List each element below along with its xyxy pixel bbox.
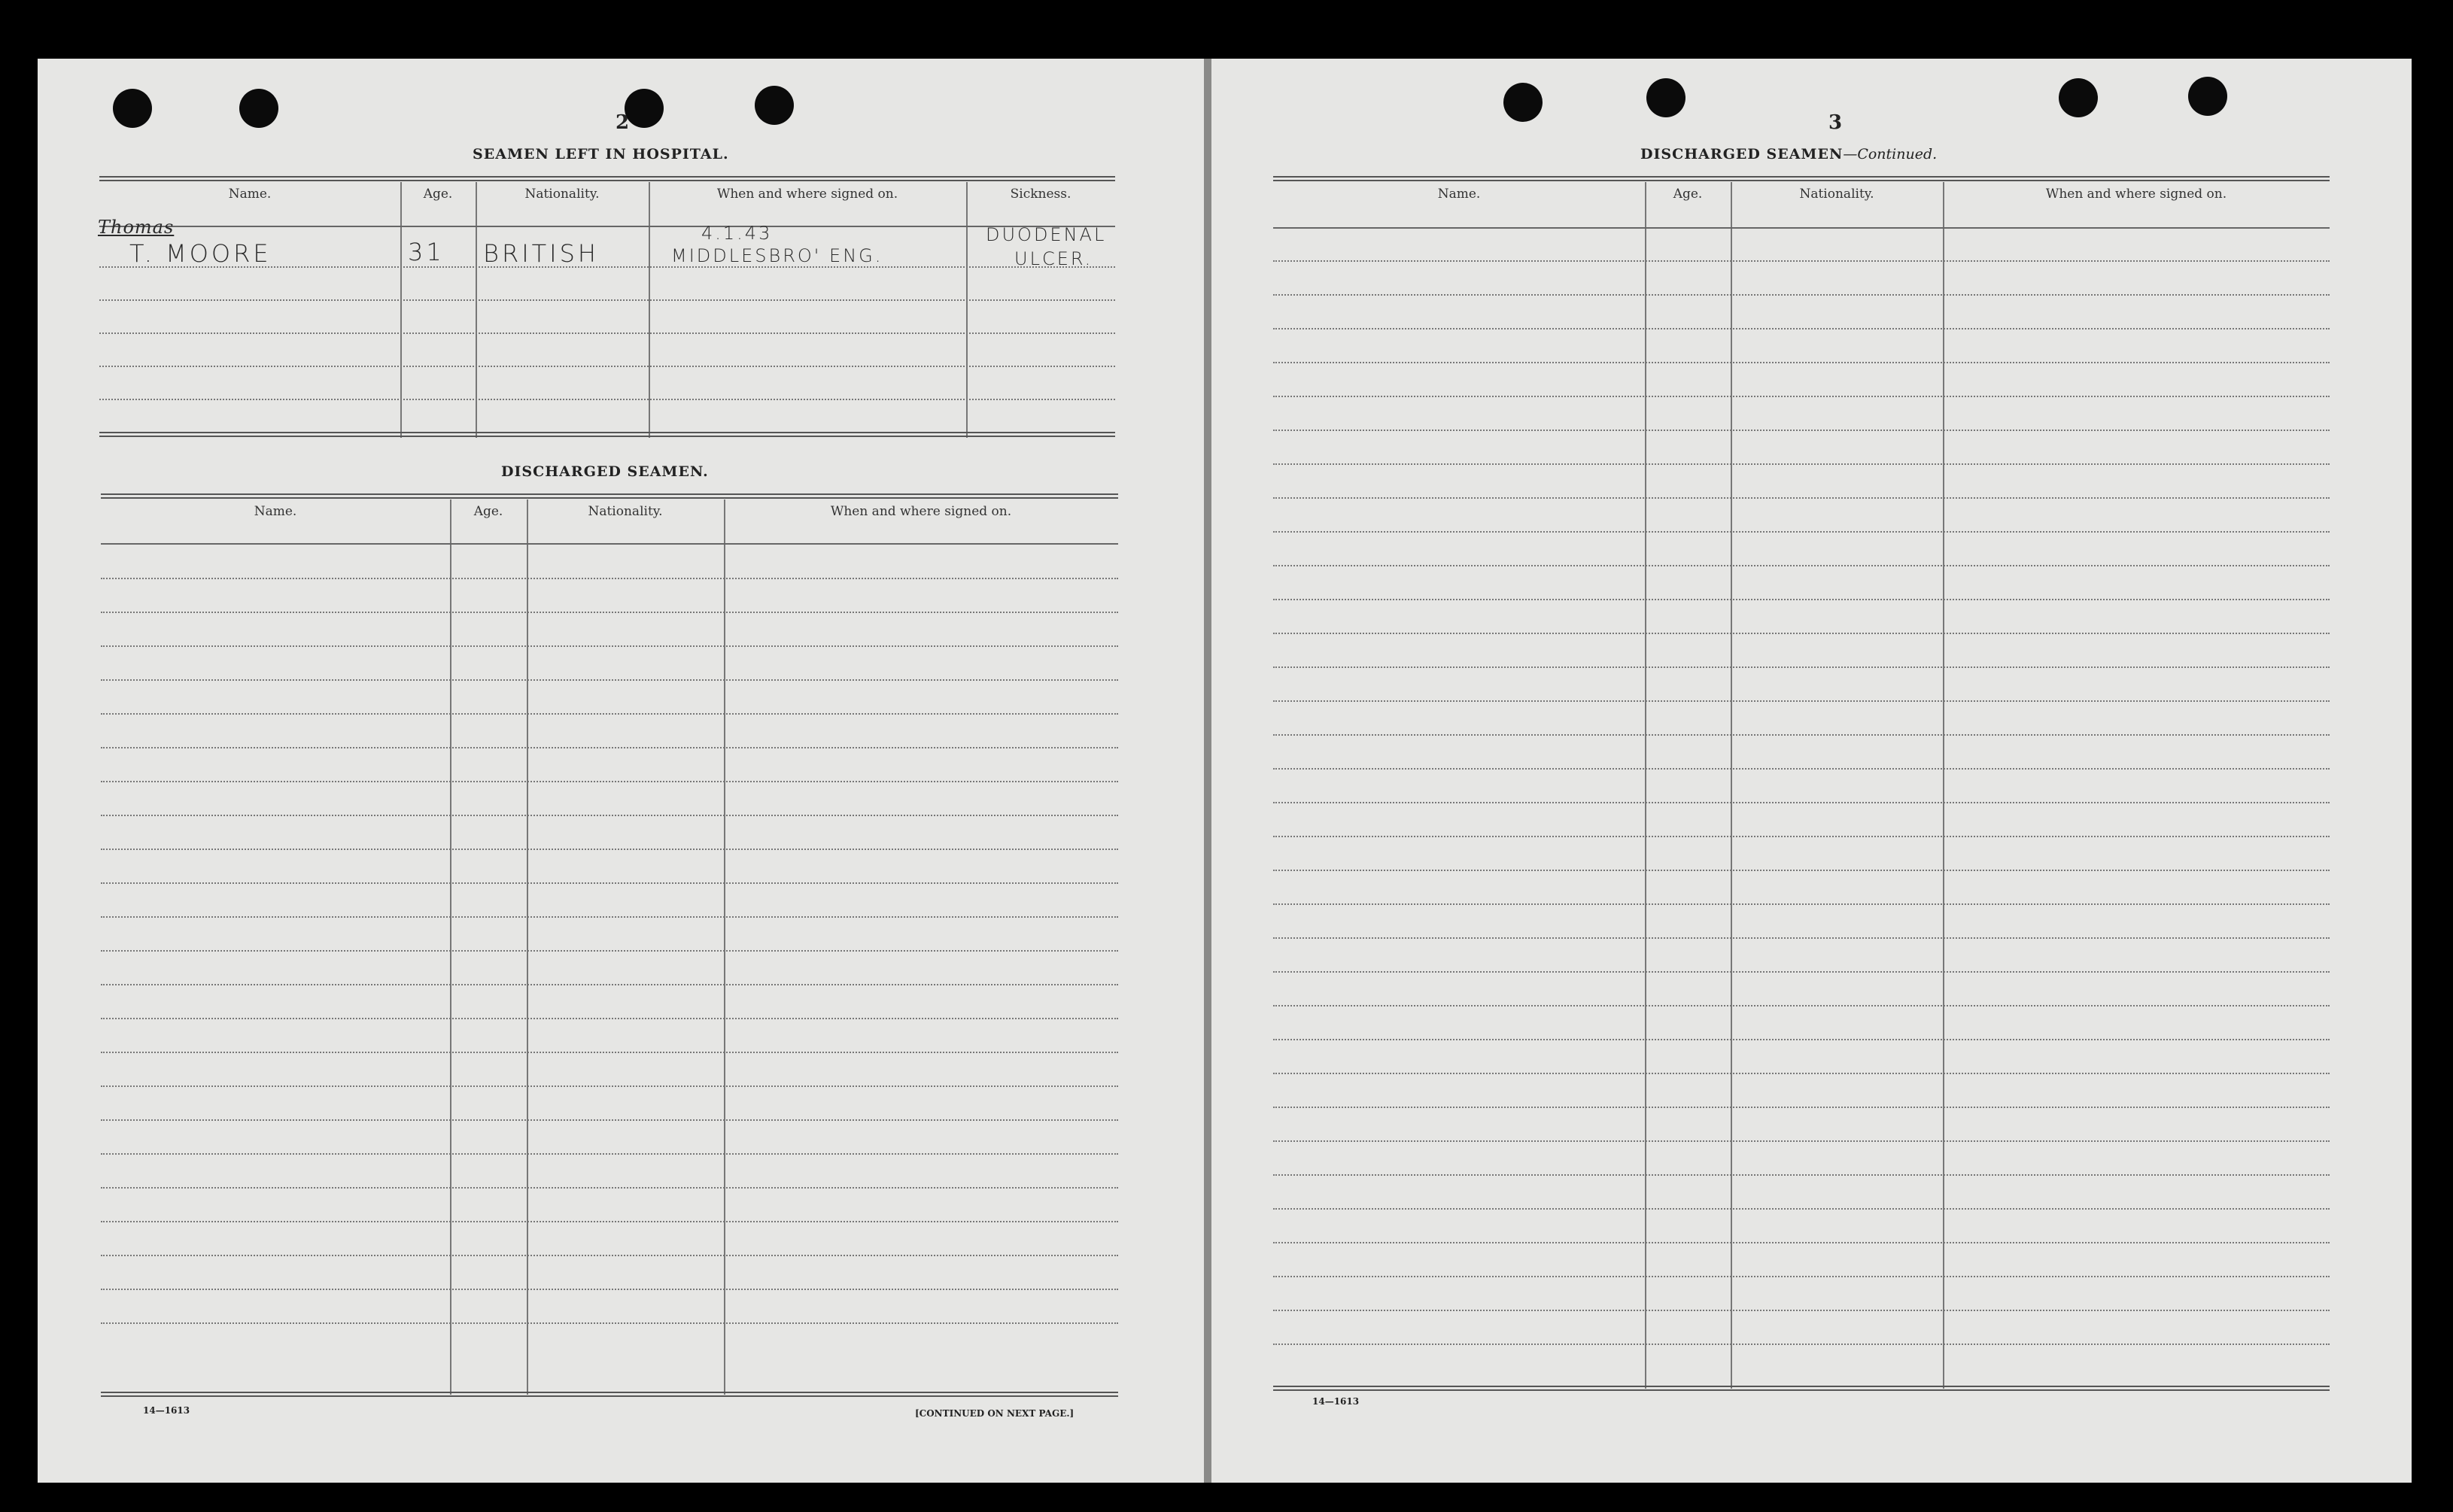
column-header-signed-on: When and where signed on.: [716, 187, 898, 202]
seaman-first-name: Thomas: [98, 217, 175, 238]
ruled-row-line: [101, 747, 1118, 748]
page-gutter: [1204, 59, 1211, 1483]
ruled-row-line: [101, 849, 1118, 850]
column-header-age: Age.: [473, 504, 503, 519]
column-header-nationality: Nationality.: [524, 187, 600, 202]
ruled-row-line: [1273, 1005, 2330, 1006]
ruled-row-line: [101, 679, 1118, 681]
ruled-row-line: [101, 1187, 1118, 1189]
page-number: 2: [616, 111, 630, 134]
ruled-row-line: [1273, 768, 2330, 770]
ruled-row-line: [1273, 1343, 2330, 1345]
seaman-age: 31: [408, 238, 445, 266]
column-header-signed-on: When and where signed on.: [2045, 187, 2227, 202]
ruled-row-line: [1273, 971, 2330, 973]
signed-on-place: MIDDLESBRO' ENG.: [671, 245, 883, 266]
punch-hole: [1503, 83, 1543, 122]
ruled-row-line: [101, 578, 1118, 579]
punch-hole: [625, 89, 664, 128]
ruled-row-line: [1273, 565, 2330, 566]
ruled-row-line: [101, 950, 1118, 952]
ruled-row-line: [1273, 1310, 2330, 1311]
ruled-row-line: [1273, 430, 2330, 431]
ruled-row-line: [101, 1153, 1118, 1155]
ruled-row-line: [1273, 260, 2330, 262]
column-header-name: Name.: [228, 187, 272, 202]
ruled-row-line: [1273, 734, 2330, 736]
ruled-row-line: [1273, 294, 2330, 296]
ruled-row-line: [1273, 700, 2330, 702]
sickness-line-2: ULCER.: [1014, 248, 1093, 269]
ruled-row-line: [101, 1018, 1118, 1019]
ruled-row-line: [101, 1322, 1118, 1324]
ruled-row-line: [101, 1221, 1118, 1222]
seaman-name: T. MOORE: [129, 239, 272, 268]
ruled-row-line: [1273, 328, 2330, 329]
ruled-row-line: [101, 916, 1118, 918]
hospital-section-title: SEAMEN LEFT IN HOSPITAL.: [473, 146, 729, 162]
ruled-row-line: [101, 815, 1118, 816]
ruled-row-line: [101, 781, 1118, 782]
ruled-row-line: [101, 612, 1118, 613]
column-header-sickness: Sickness.: [1010, 187, 1071, 202]
punch-hole: [239, 89, 278, 128]
ruled-row-line: [1273, 1242, 2330, 1243]
column-header-age: Age.: [1673, 187, 1703, 202]
sickness-line-1: DUODENAL: [986, 224, 1107, 245]
ruled-row-line: [1273, 396, 2330, 397]
ruled-row-line: [1273, 1174, 2330, 1176]
ruled-row-line: [1273, 1276, 2330, 1277]
ruled-row-line: [101, 1119, 1118, 1121]
column-header-nationality: Nationality.: [588, 504, 663, 519]
ruled-row-line: [1273, 497, 2330, 499]
ruled-row-line: [101, 882, 1118, 884]
discharged-title-text: DISCHARGED SEAMEN: [1640, 146, 1844, 162]
ruled-row-line: [1273, 666, 2330, 668]
ruled-row-line: [1273, 1140, 2330, 1142]
ruled-row-line: [101, 1255, 1118, 1256]
ruled-row-line: [1273, 1039, 2330, 1040]
punch-hole: [2059, 78, 2098, 117]
ruled-row-line: [101, 1052, 1118, 1053]
discharged-continued-title: [1640, 146, 1937, 162]
ruled-row-line: [1273, 903, 2330, 905]
column-header-age: Age.: [423, 187, 453, 202]
ruled-row-line: [101, 984, 1118, 985]
hospital-table: [99, 176, 1115, 441]
column-header-name: Name.: [1437, 187, 1481, 202]
punch-hole: [113, 89, 152, 128]
ruled-row-line: [1273, 599, 2330, 600]
column-header-nationality: Nationality.: [1799, 187, 1874, 202]
column-header-name: Name.: [254, 504, 297, 519]
seaman-nationality: BRITISH: [483, 239, 599, 268]
continued-note: [CONTINUED ON NEXT PAGE.]: [915, 1408, 1075, 1419]
discharged-section-title: DISCHARGED SEAMEN.: [501, 463, 709, 480]
ruled-row-line: [1273, 937, 2330, 939]
ruled-row-line: [1273, 836, 2330, 837]
ruled-row-line: [1273, 802, 2330, 803]
ruled-row-line: [1273, 362, 2330, 363]
discharged-continued-table: [1273, 176, 2330, 1390]
signed-on-date: 4.1.43: [701, 223, 773, 244]
page-number: 3: [1828, 111, 1843, 134]
column-header-signed-on: When and where signed on.: [830, 504, 1012, 519]
ruled-row-line: [1273, 1073, 2330, 1074]
ruled-row-line: [1273, 1107, 2330, 1108]
ruled-row-line: [1273, 633, 2330, 634]
ruled-row-line: [101, 1289, 1118, 1290]
ruled-row-line: [1273, 463, 2330, 465]
discharged-table: [101, 493, 1118, 1396]
ruled-row-line: [101, 1085, 1118, 1087]
punch-hole: [755, 86, 794, 125]
form-number: 14—1613: [1312, 1396, 1360, 1407]
punch-hole: [2188, 77, 2227, 116]
ruled-row-line: [1273, 870, 2330, 871]
ruled-row-line: [101, 713, 1118, 715]
form-number: 14—1613: [143, 1405, 190, 1416]
ruled-row-line: [101, 645, 1118, 647]
punch-hole: [1646, 78, 1685, 117]
ruled-row-line: [1273, 531, 2330, 533]
continued-suffix: —Continued.: [1843, 146, 1938, 162]
ruled-row-line: [1273, 1208, 2330, 1210]
